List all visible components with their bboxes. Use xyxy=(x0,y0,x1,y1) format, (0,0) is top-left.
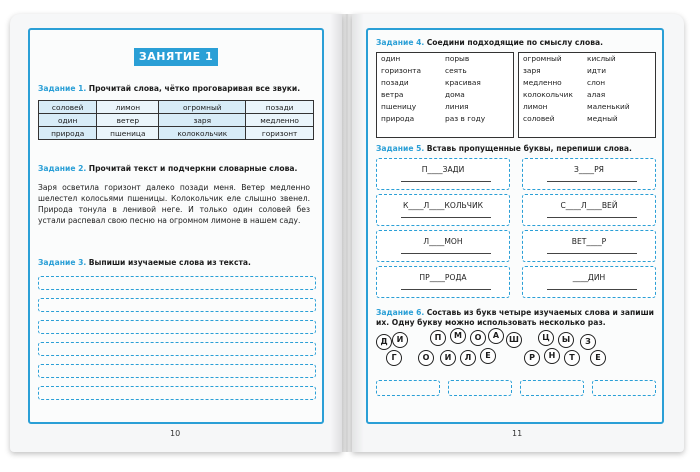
list-item[interactable] xyxy=(377,113,513,125)
answer-line[interactable] xyxy=(38,342,316,356)
write-line[interactable] xyxy=(547,253,637,254)
letter-circle: И xyxy=(440,350,456,366)
task1-word-table xyxy=(38,100,314,140)
fill-word-box[interactable] xyxy=(522,230,656,262)
table-cell: позади xyxy=(246,101,314,114)
answer-line[interactable] xyxy=(38,298,316,312)
table-cell: горизонт xyxy=(246,127,314,140)
match-word[interactable]: колокольчик xyxy=(523,90,573,99)
right-page-frame xyxy=(366,28,664,424)
match-word[interactable]: горизонта xyxy=(381,66,422,75)
letter-circle: Г xyxy=(386,350,402,366)
task3-label: Задание 3. xyxy=(38,258,87,267)
list-item[interactable] xyxy=(377,65,513,77)
table-cell: колокольчик xyxy=(159,127,246,140)
fill-word-box[interactable] xyxy=(522,266,656,298)
left-page-frame xyxy=(28,28,324,424)
match-word[interactable]: идти xyxy=(587,66,607,75)
letter-circle: Д xyxy=(376,334,392,350)
answer-box[interactable] xyxy=(592,380,656,396)
match-word[interactable]: кислый xyxy=(587,54,616,63)
write-line[interactable] xyxy=(547,289,637,290)
task4-heading xyxy=(376,38,656,48)
letter-circle: А xyxy=(488,328,504,344)
answer-line[interactable] xyxy=(38,364,316,378)
task5-text: Вставь пропущенные буквы, перепиши слова. xyxy=(426,144,632,153)
answer-line[interactable] xyxy=(38,320,316,334)
list-item[interactable] xyxy=(519,113,655,125)
fill-word: К____Л____КОЛЬЧИК xyxy=(402,201,484,210)
match-word[interactable]: медленно xyxy=(523,78,562,87)
list-item[interactable] xyxy=(519,65,655,77)
task1-text: Прочитай слова, чётко проговаривая все звуки. xyxy=(88,84,301,93)
match-word[interactable]: заря xyxy=(523,66,541,75)
list-item[interactable] xyxy=(519,53,655,65)
answer-line[interactable] xyxy=(38,276,316,290)
letter-circle: И xyxy=(392,332,408,348)
letter-circle: Е xyxy=(590,350,606,366)
match-word[interactable]: слон xyxy=(587,78,606,87)
match-word[interactable]: позади xyxy=(381,78,409,87)
fill-word-box[interactable] xyxy=(376,230,510,262)
letter-circle: Ш xyxy=(506,332,522,348)
fill-word-box[interactable] xyxy=(522,158,656,190)
list-item[interactable] xyxy=(377,77,513,89)
table-row xyxy=(39,101,314,114)
lesson-title: ЗАНЯТИЕ 1 xyxy=(134,48,218,66)
match-word[interactable]: медный xyxy=(587,114,618,123)
letter-circle: Е xyxy=(480,348,496,364)
match-word[interactable]: алая xyxy=(587,90,606,99)
task4-left-box xyxy=(376,52,514,138)
table-cell: заря xyxy=(159,114,246,127)
task2-label: Задание 2. xyxy=(38,164,87,173)
letter-circle: Н xyxy=(544,348,560,364)
table-row xyxy=(39,114,314,127)
letter-circle: Ы xyxy=(558,332,574,348)
match-word[interactable]: соловей xyxy=(523,114,555,123)
write-line[interactable] xyxy=(401,289,491,290)
match-word[interactable]: огромный xyxy=(523,54,562,63)
task4-label: Задание 4. xyxy=(376,38,425,47)
letter-circle: П xyxy=(430,330,446,346)
fill-word: ВЕТ____Р xyxy=(571,237,607,246)
task2-paragraph: Заря осветила горизонт далеко позади меня. Ветер медленно шелестел колосьями пшеницы. Колокольчик еле слышно звенел. Природа тонула в ленивой неге. И только один соловей без устали распевал свою песню на огромном лимоне в нашем саду. xyxy=(38,183,310,225)
task5-heading xyxy=(376,144,656,154)
match-word[interactable]: маленький xyxy=(587,102,630,111)
match-word[interactable]: раз в году xyxy=(445,114,486,123)
match-word[interactable]: ветра xyxy=(381,90,404,99)
match-word[interactable]: пшеницу xyxy=(381,102,417,111)
book-gutter xyxy=(330,14,364,452)
list-item[interactable] xyxy=(377,89,513,101)
task4-right-box xyxy=(518,52,656,138)
answer-box[interactable] xyxy=(376,380,440,396)
page-number: 11 xyxy=(512,429,523,438)
letter-circle: Т xyxy=(564,350,580,366)
list-item[interactable] xyxy=(377,101,513,113)
list-item[interactable] xyxy=(519,89,655,101)
table-cell: медленно xyxy=(246,114,314,127)
page-number: 10 xyxy=(170,429,181,438)
left-page xyxy=(10,14,342,452)
table-cell: огромный xyxy=(159,101,246,114)
match-word[interactable]: линия xyxy=(445,102,469,111)
answer-box[interactable] xyxy=(520,380,584,396)
task1-heading xyxy=(38,84,318,94)
task5-label: Задание 5. xyxy=(376,144,425,153)
right-page xyxy=(352,14,684,452)
task3-heading xyxy=(38,258,318,268)
table-cell: соловей xyxy=(39,101,97,114)
match-word[interactable]: дома xyxy=(445,90,465,99)
list-item[interactable] xyxy=(519,101,655,113)
fill-word: З____РЯ xyxy=(574,165,604,174)
letter-circle: М xyxy=(450,328,466,344)
task6-heading xyxy=(376,308,658,328)
table-cell: лимон xyxy=(97,101,159,114)
task3-text: Выпиши изучаемые слова из текста. xyxy=(88,258,251,267)
write-line[interactable] xyxy=(401,181,491,182)
table-row xyxy=(39,127,314,140)
fill-word: С____Л____ВЕЙ xyxy=(560,201,618,210)
letter-circle: Р xyxy=(524,350,540,366)
fill-word: ____ДИН xyxy=(572,273,606,282)
fill-word-box[interactable] xyxy=(376,194,510,226)
table-cell: ветер xyxy=(97,114,159,127)
write-line[interactable] xyxy=(547,217,637,218)
table-cell: один xyxy=(39,114,97,127)
task2-heading xyxy=(38,164,318,174)
letter-circle: З xyxy=(580,334,596,350)
match-word[interactable]: лимон xyxy=(523,102,548,111)
match-word[interactable]: порыв xyxy=(445,54,470,63)
match-word[interactable]: красивая xyxy=(445,78,481,87)
match-word[interactable]: один xyxy=(381,54,401,63)
fill-word: П____ЗАДИ xyxy=(421,165,465,174)
list-item[interactable] xyxy=(377,53,513,65)
task1-label: Задание 1. xyxy=(38,84,87,93)
match-word[interactable]: сеять xyxy=(445,66,467,75)
task4-text: Соедини подходящие по смыслу слова. xyxy=(426,38,604,47)
task6-label: Задание 6. xyxy=(376,308,425,317)
list-item[interactable] xyxy=(519,77,655,89)
letter-circle: О xyxy=(418,350,434,366)
letter-circle: Ц xyxy=(538,330,554,346)
write-line[interactable] xyxy=(401,253,491,254)
fill-word-box[interactable] xyxy=(522,194,656,226)
write-line[interactable] xyxy=(547,181,637,182)
fill-word: ПР____РОДА xyxy=(419,273,467,282)
answer-box[interactable] xyxy=(448,380,512,396)
match-word[interactable]: природа xyxy=(381,114,415,123)
fill-word-box[interactable] xyxy=(376,266,510,298)
fill-word-box[interactable] xyxy=(376,158,510,190)
table-cell: пшеница xyxy=(97,127,159,140)
answer-line[interactable] xyxy=(38,386,316,400)
write-line[interactable] xyxy=(401,217,491,218)
letter-circle: Л xyxy=(460,350,476,366)
table-cell: природа xyxy=(39,127,97,140)
letter-circle: О xyxy=(470,330,486,346)
task2-text: Прочитай текст и подчеркни словарные слова. xyxy=(88,164,298,173)
fill-word: Л____МОН xyxy=(423,237,463,246)
task6-text: Составь из букв четыре изучаемых слова и запиши их. Одну букву можно использовать несколько раз. xyxy=(376,308,654,327)
